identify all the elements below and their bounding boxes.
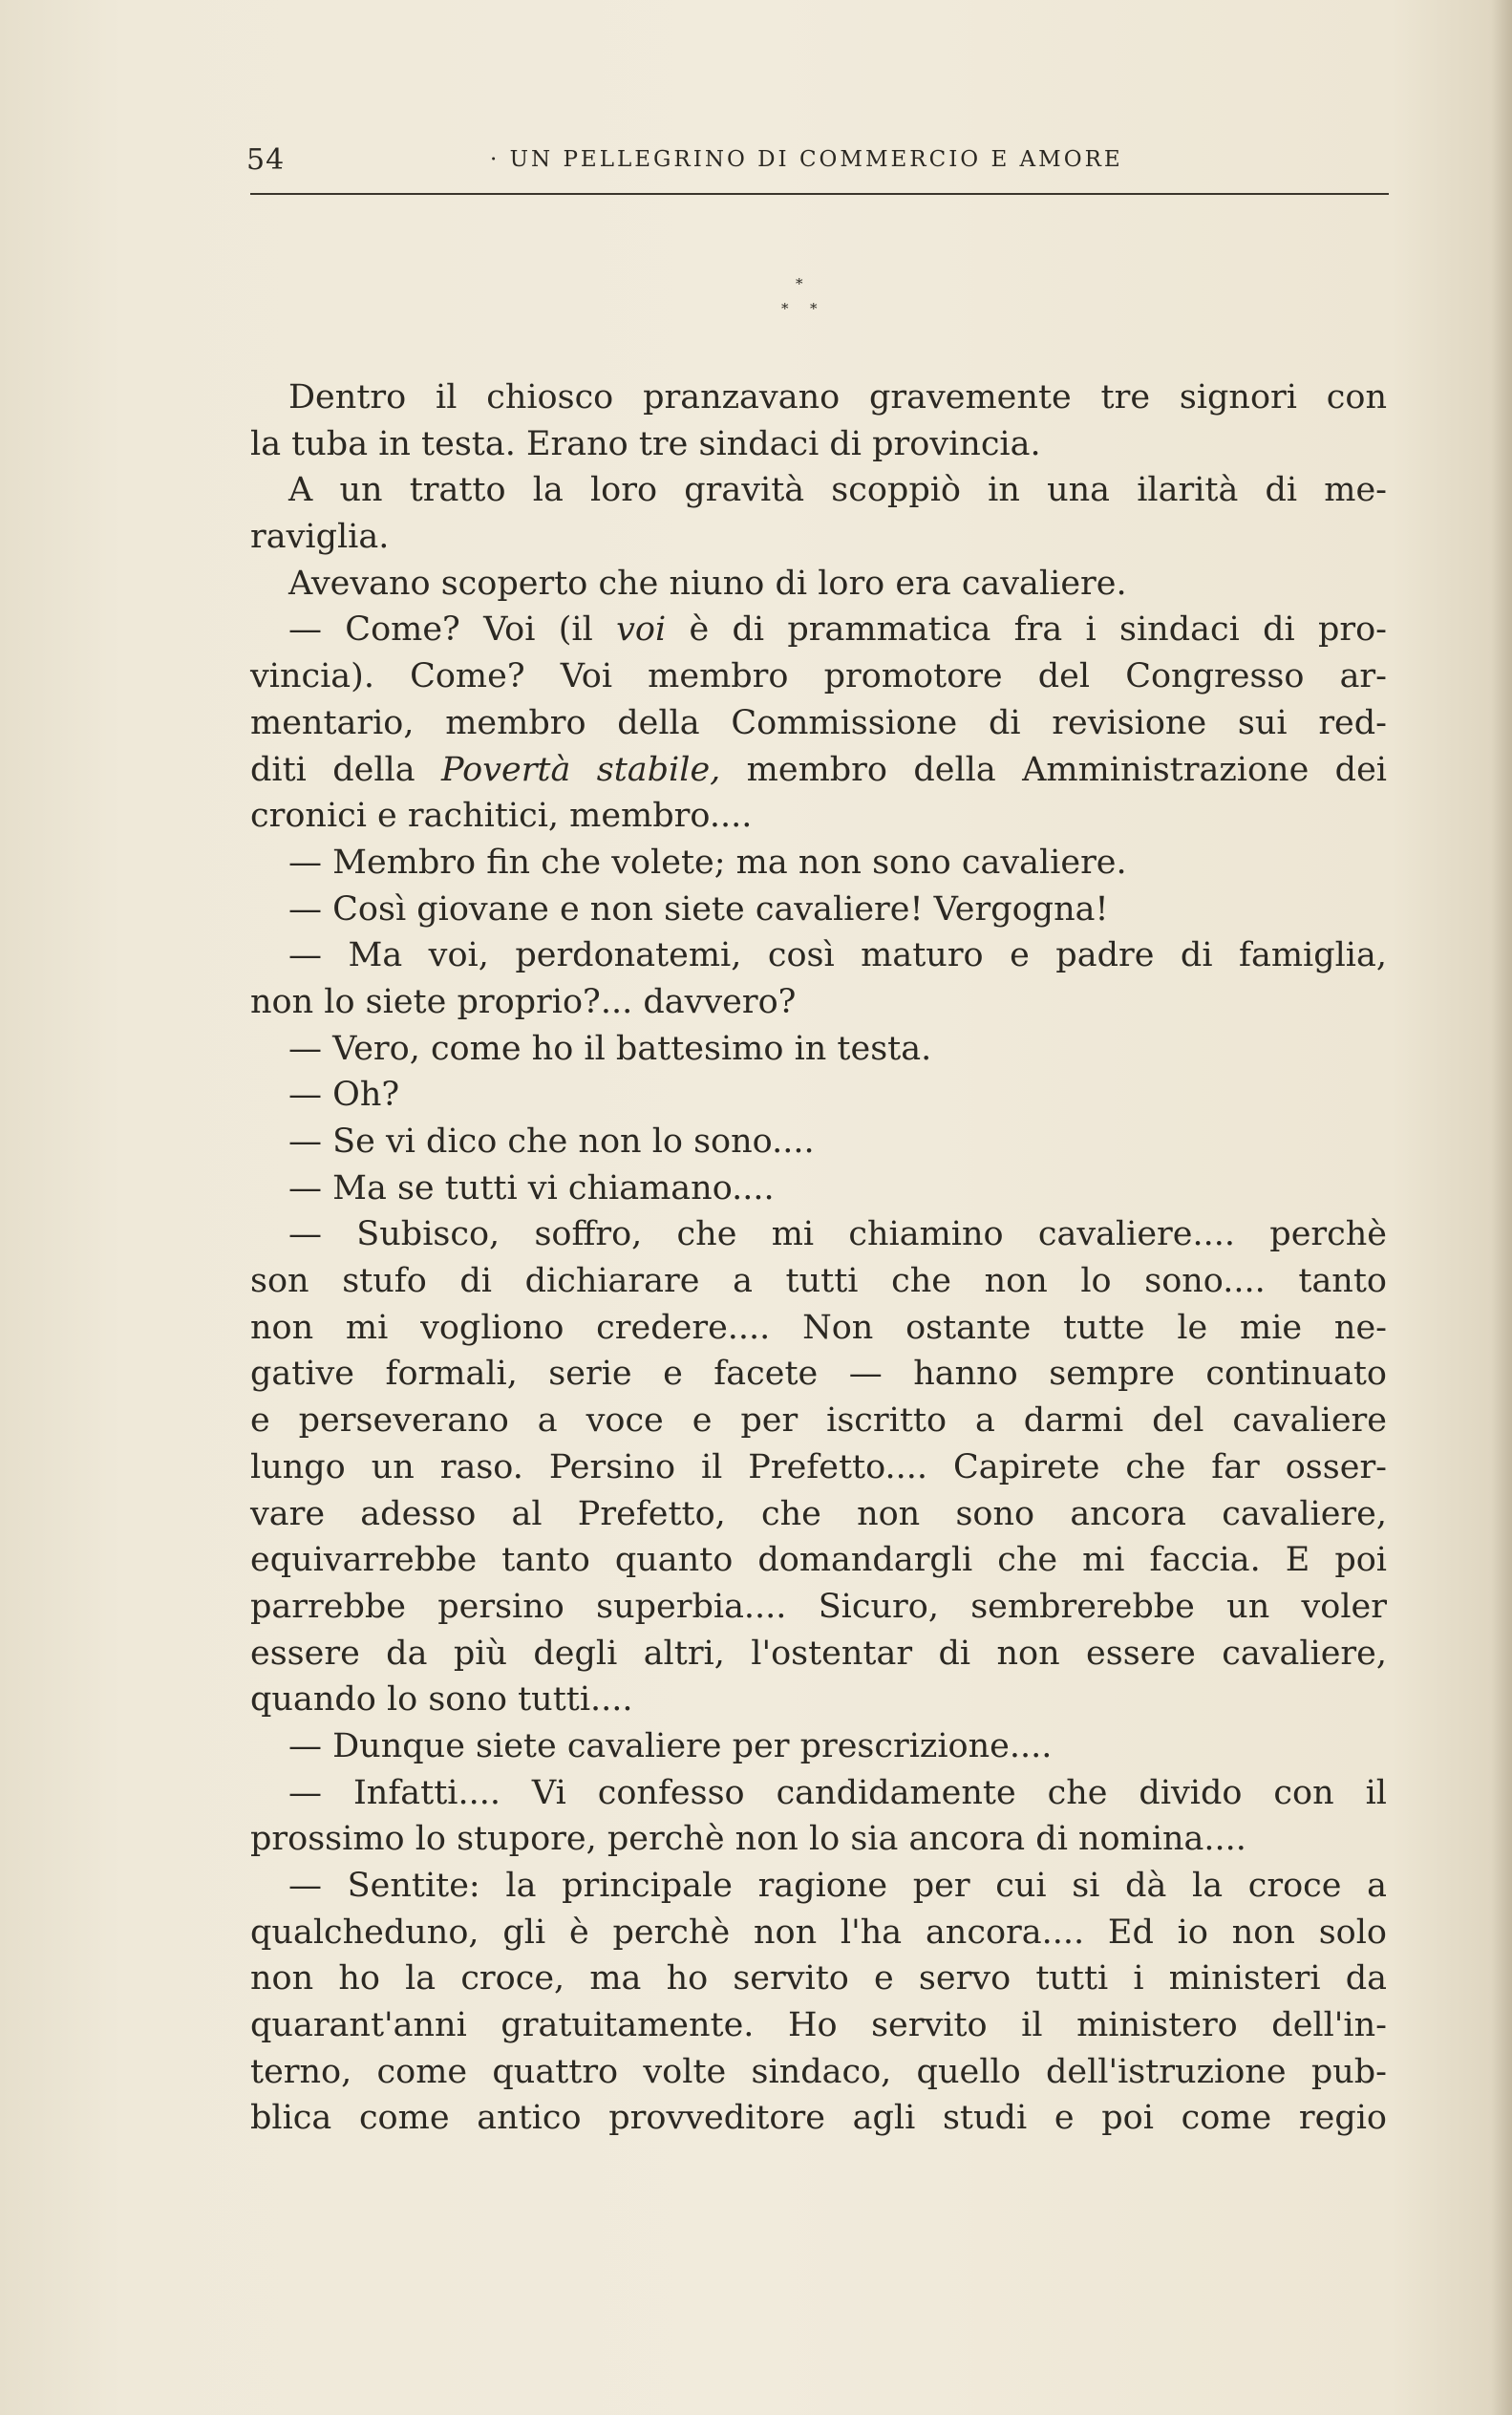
text-line	[250, 1631, 1387, 1678]
text-line-content: son stufo di dichiarare a tutti che non lo sono.... tanto	[250, 1262, 1387, 1301]
text-line	[250, 932, 1387, 979]
text-line	[250, 1910, 1387, 1956]
italic-term: Povertà stabile,	[441, 750, 721, 789]
text-line-content: — Dunque siete cavaliere per prescrizione....	[288, 1726, 1053, 1765]
text-line	[250, 1723, 1387, 1770]
text-line	[250, 2002, 1387, 2049]
text-line	[250, 1165, 1387, 1212]
page-number: 54	[246, 143, 286, 177]
asterism-star-icon: *	[796, 275, 803, 292]
text-line	[250, 1677, 1387, 1723]
text-line-content: cronici e rachitici, membro....	[250, 797, 753, 836]
text-line	[250, 1351, 1387, 1398]
text-line	[250, 1537, 1387, 1584]
text-line-content: raviglia.	[250, 518, 390, 557]
text-line-content: qualcheduno, gli è perchè non l'ha ancora.... Ed io non solo	[250, 1913, 1387, 1952]
text-line-content: non lo siete proprio?... davvero?	[250, 982, 797, 1021]
text-line-content: e perseverano a voce e per iscritto a darmi del cavaliere	[250, 1401, 1387, 1441]
text-line	[250, 2095, 1387, 2142]
text-line	[250, 374, 1387, 421]
text-line-content: — Vero, come ho il battesimo in testa.	[288, 1029, 932, 1068]
text-line	[250, 793, 1387, 840]
text-line-content: — Se vi dico che non lo sono....	[288, 1122, 815, 1161]
text-line	[250, 1026, 1387, 1073]
italic-term: voi	[616, 610, 667, 650]
section-asterism	[764, 277, 821, 325]
text-line-content: equivarrebbe tanto quanto domandargli che mi faccia. E poi	[250, 1541, 1387, 1580]
text-line	[250, 1211, 1387, 1258]
text-line-content: prossimo lo stupore, perchè non lo sia ancora di nomina....	[250, 1820, 1246, 1859]
text-line-content: non ho la croce, ma ho servito e servo tutti i ministeri da	[250, 1959, 1387, 1998]
text-line-content: diti della	[250, 750, 442, 789]
text-line	[250, 1816, 1387, 1863]
running-head: · UN PELLEGRINO DI COMMERCIO E AMORE	[490, 147, 1123, 172]
text-line	[250, 1863, 1387, 1910]
text-line-content: — Membro fin che volete; ma non sono cavaliere.	[288, 843, 1127, 882]
text-line-content: Avevano scoperto che niuno di loro era cavaliere.	[288, 564, 1127, 603]
text-line-content: la tuba in testa. Erano tre sindaci di provincia.	[250, 424, 1041, 463]
text-line	[250, 1072, 1387, 1119]
text-line-content: gative formali, serie e facete — hanno sempre continuato	[250, 1355, 1387, 1394]
text-line	[250, 1956, 1387, 2002]
body-text	[250, 374, 1387, 2142]
text-line-content: — Come? Voi (il	[288, 610, 617, 650]
page-edge-shadow	[1491, 0, 1512, 2415]
text-line-content: quarant'anni gratuitamente. Ho servito il ministero dell'in-	[250, 2006, 1387, 2045]
text-line	[250, 979, 1387, 1026]
text-line	[250, 1491, 1387, 1538]
text-line-content: — Ma se tutti vi chiamano....	[288, 1168, 775, 1208]
text-line	[250, 887, 1387, 933]
text-line	[250, 2049, 1387, 2096]
text-line	[250, 1584, 1387, 1631]
text-line-content: — Infatti.... Vi confesso candidamente che divido con il	[288, 1773, 1387, 1812]
text-line-content: essere da più degli altri, l'ostentar di non essere cavaliere,	[250, 1634, 1387, 1673]
text-line-content: quando lo sono tutti....	[250, 1680, 633, 1720]
text-line	[250, 747, 1387, 794]
text-line	[250, 840, 1387, 887]
text-line-continuation: membro della Amministrazione dei	[720, 750, 1387, 789]
text-line	[250, 1770, 1387, 1817]
text-line-content: — Oh?	[288, 1076, 400, 1115]
text-line-content: blica come antico provveditore agli studi e poi come regio	[250, 2099, 1387, 2138]
text-line-content: — Così giovane e non siete cavaliere! Vergogna!	[288, 889, 1109, 929]
text-line	[250, 421, 1387, 468]
text-line-continuation: è di prammatica fra i sindaci di pro-	[666, 610, 1388, 650]
text-line	[250, 653, 1387, 700]
text-line	[250, 467, 1387, 514]
text-line-content: parrebbe persino superbia.... Sicuro, sembrerebbe un voler	[250, 1587, 1387, 1626]
text-line	[250, 1258, 1387, 1305]
text-line-content: Dentro il chiosco pranzavano gravemente tre signori con	[288, 378, 1387, 417]
text-line-content: — Ma voi, perdonatemi, così maturo e padre di famiglia,	[288, 936, 1387, 975]
text-line	[250, 1444, 1387, 1491]
text-line-content: A un tratto la loro gravità scoppiò in una ilarità di me-	[288, 471, 1387, 510]
asterism-star-icon: *	[781, 300, 789, 317]
text-line	[250, 561, 1387, 608]
text-line	[250, 1305, 1387, 1352]
text-line-content: lungo un raso. Persino il Prefetto.... Capirete che far osser-	[250, 1447, 1387, 1486]
asterism-star-icon: *	[810, 300, 818, 317]
text-line	[250, 514, 1387, 561]
text-line	[250, 700, 1387, 747]
text-line	[250, 1119, 1387, 1165]
text-line	[250, 1398, 1387, 1444]
text-line-content: mentario, membro della Commissione di revisione sui red-	[250, 703, 1387, 742]
text-line-content: terno, come quattro volte sindaco, quello dell'istruzione pub-	[250, 2052, 1387, 2091]
header-rule	[250, 193, 1389, 195]
text-line	[250, 607, 1387, 653]
page-header	[246, 141, 1393, 180]
text-line-content: — Subisco, soffro, che mi chiamino cavaliere.... perchè	[288, 1215, 1387, 1254]
text-line-content: vincia). Come? Voi membro promotore del Congresso ar-	[250, 657, 1387, 696]
text-line-content: — Sentite: la principale ragione per cui si dà la croce a	[288, 1867, 1387, 1905]
text-line-content: non mi vogliono credere.... Non ostante tutte le mie ne-	[250, 1308, 1387, 1347]
text-line-content: vare adesso al Prefetto, che non sono ancora cavaliere,	[250, 1494, 1387, 1533]
